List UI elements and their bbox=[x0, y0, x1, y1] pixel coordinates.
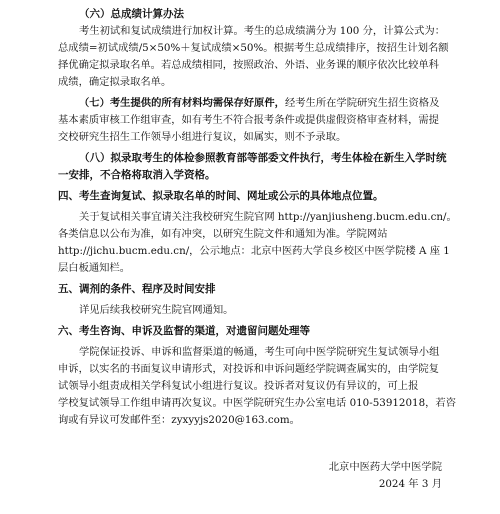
text-line: 学校复试领导工作组申请再次复议。中医学院研究生办公室电话 010-53912018，若咨 bbox=[58, 397, 457, 409]
section-heading-consultation: 六、考生咨询、申诉及监督的渠道，对遗留问题处理等 bbox=[58, 325, 310, 337]
text-line: 基本素质审核工作组审查，如有考生不符合报考条件或提供虚假资格审查材料，需提 bbox=[58, 114, 439, 126]
text-line: 申诉，以实名的书面复议申请形式，对投诉和申诉问题经学院调查属实的，由学院复 bbox=[58, 363, 439, 375]
text-line: 关于复试相关事宜请关注我校研究生院官网 http://yanjiusheng.bucm.edu.cn/。 bbox=[79, 211, 457, 223]
section-heading-physical-exam: （八）拟录取考生的体检参照教育部等部委文件执行，考生体检在新生入学时统 bbox=[79, 152, 447, 164]
bold-lead-text: （七）考生提供的所有材料均需保存好原件， bbox=[79, 97, 285, 109]
text-line: 考生初试和复试成绩进行加权计算。考生的总成绩满分为 100 分，计算公式为： bbox=[79, 25, 445, 37]
signature-org: 北京中医药大学中医学院 bbox=[328, 461, 442, 473]
paragraph-score-calculation bbox=[58, 23, 449, 91]
paragraph-consultation bbox=[58, 344, 457, 429]
text-line bbox=[58, 95, 442, 112]
paragraph-query-info bbox=[58, 209, 457, 277]
text-segment: 经考生所在学院研究生招生资格及 bbox=[284, 97, 440, 109]
section-heading-physical-exam-cont: 一安排，不合格将取消入学资格。 bbox=[58, 169, 216, 181]
text-line: 交校研究生招生工作领导小组进行复议，如属实，则不予录取。 bbox=[58, 131, 347, 143]
text-line: 试领导小组责成相关学科复试小组进行复议。投诉者对复议仍有异议的，可上报 bbox=[58, 380, 419, 392]
paragraph-adjustment bbox=[58, 302, 442, 319]
paragraph-materials-originals bbox=[58, 95, 442, 146]
text-line: 层白板通知栏。 bbox=[58, 262, 131, 274]
text-line: 成绩，确定拟录取名单。 bbox=[58, 76, 172, 88]
text-line: 总成绩=初试成绩/5×50%＋复试成绩×50%。根据考生总成绩排序，按招生计划名额 bbox=[58, 42, 449, 54]
text-line: 择优确定拟录取名单。若总成绩相同，按照政治、外语、业务课的顺序依次比较单科 bbox=[58, 59, 439, 71]
text-line: 详见后续我校研究生院官网通知。 bbox=[79, 304, 234, 316]
text-line: 询或有异议可发邮件至：zyxyyjs2020@163.com。 bbox=[58, 414, 300, 426]
section-heading-score-calculation: （六）总成绩计算办法 bbox=[79, 8, 184, 20]
section-heading-query-info: 四、考生查询复试、拟录取名单的时间、网址或公示的具体地点位置。 bbox=[58, 190, 384, 202]
text-line: 学院保证投诉、申诉和监督渠道的畅通，考生可向中医学院研究生复试领导小组 bbox=[79, 346, 440, 358]
text-line: http://jichu.bucm.edu.cn/，公示地点：北京中医药大学良乡校区中医学院楼 A 座 1 bbox=[58, 245, 450, 257]
section-heading-adjustment: 五、调剂的条件、程序及时间安排 bbox=[58, 283, 216, 295]
text-line: 各类信息以公布为准，如有冲突，以研究生院文件和通知为准。学院网站 bbox=[58, 228, 388, 240]
signature-date: 2024 年 3 月 bbox=[378, 478, 442, 490]
